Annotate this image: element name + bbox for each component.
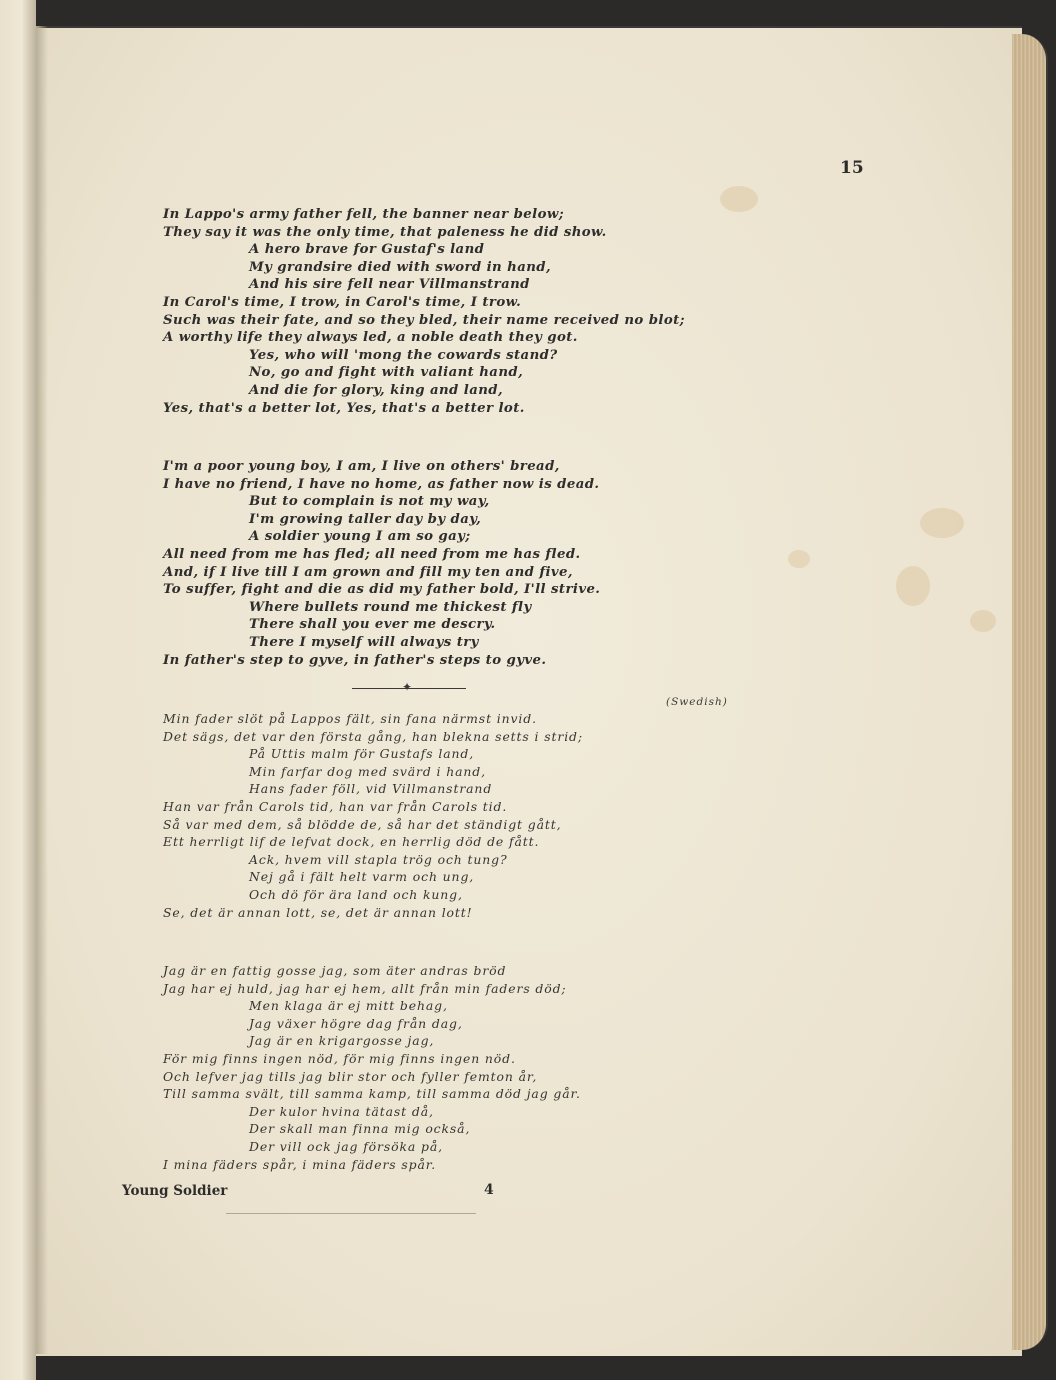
poem-line: In Carol's time, I trow, in Carol's time, I trow.: [163, 294, 522, 310]
stanza-swedish-1: [163, 710, 863, 921]
poem-line: All need from me has fled; all need from me has fled.: [163, 546, 581, 562]
poem-line: Men klaga är ej mitt behag,: [249, 998, 448, 1014]
poem-line: Yes, that's a better lot, Yes, that's a better lot.: [163, 400, 525, 416]
poem-line: Yes, who will 'mong the cowards stand?: [249, 347, 558, 363]
page-stack-edge: [1012, 34, 1048, 1350]
foxing-stain: [920, 508, 964, 538]
poem-line: A soldier young I am so gay;: [249, 529, 471, 545]
poem-line: Ett herrligt lif de lefvat dock, en herrlig död de fått.: [163, 834, 540, 850]
poem-line: Jag växer högre dag från dag,: [249, 1015, 463, 1031]
poem-line: Jag har ej huld, jag har ej hem, allt från min faders död;: [163, 980, 567, 996]
page-gutter-shadow: [36, 26, 48, 1354]
poem-line: Der vill ock jag försöka på,: [249, 1138, 443, 1154]
poem-line: Where bullets round me thickest fly: [249, 599, 532, 615]
footer-rule: [226, 1213, 476, 1214]
poem-line: Till samma svält, till samma kamp, till samma död jag går.: [163, 1086, 581, 1102]
page-number: 15: [840, 158, 864, 178]
poem-line: Min farfar dog med svärd i hand,: [249, 763, 486, 779]
poem-line: And die for glory, king and land,: [249, 382, 504, 398]
poem-line: A hero brave for Gustaf's land: [249, 242, 485, 258]
poem-line: In father's step to gyve, in father's steps to gyve.: [163, 652, 547, 668]
poem-line: There shall you ever me descry.: [249, 617, 496, 633]
poem-line: To suffer, fight and die as did my father bold, I'll strive.: [163, 582, 601, 598]
stanza-swedish-2: [163, 962, 863, 1173]
footer-number: 4: [484, 1182, 494, 1198]
poem-line: And, if I live till I am grown and fill my ten and five,: [163, 564, 573, 580]
divider-ornament-icon: ✦: [402, 680, 413, 694]
language-label: (Swedish): [666, 696, 728, 708]
poem-line: Det sägs, det var den första gång, han bleknа setts i strid;: [163, 728, 583, 744]
poem-line: I'm growing taller day by day,: [249, 511, 482, 527]
poem-line: I mina fäders spår, i mina fäders spår.: [163, 1156, 437, 1172]
poem-line: Se, det är annan lott, se, det är annan lott!: [163, 904, 473, 920]
poem-line: I'm a poor young boy, I am, I live on others' bread,: [163, 459, 560, 474]
poem-line: På Uttis malm för Gustafs land,: [249, 746, 475, 762]
poem-line: Jag är en fattig gosse jag, som äter andras bröd: [163, 963, 507, 978]
poem-line: A worthy life they always led, a noble death they got.: [163, 330, 578, 346]
poem-line: Så var med dem, så blödde de, så har det ständigt gått,: [163, 816, 562, 832]
poem-line: Min fader slöt på Lappos fält, sin fana närmst invid.: [163, 711, 537, 726]
poem-line: They say it was the only time, that paleness he did show.: [163, 224, 607, 240]
poem-line: Hans fader föll, vid Villmanstrand: [249, 781, 493, 797]
poem-line: No, go and fight with valiant hand,: [249, 365, 524, 381]
poem-line: I have no friend, I have no home, as father now is dead.: [163, 476, 600, 492]
poem-line: Och lefver jag tills jag blir stor och fyller femton år,: [163, 1068, 538, 1084]
poem-line: My grandsire died with sword in hand,: [249, 259, 552, 275]
stanza-english-2: [163, 458, 863, 669]
footer-title: Young Soldier: [122, 1183, 228, 1199]
poem-line: För mig finns ingen nöd, för mig finns ingen nöd.: [163, 1050, 516, 1066]
foxing-stain: [970, 610, 996, 632]
poem-line: And his sire fell near Villmanstrand: [249, 277, 530, 293]
poem-line: Der skall man finna mig också,: [249, 1121, 471, 1137]
stanza-english-1: [163, 206, 863, 417]
poem-line: Och dö för ära land och kung,: [249, 886, 463, 902]
poem-line: Such was their fate, and so they bled, their name received no blot;: [163, 312, 685, 328]
poem-line: Jag är en krigargosse jag,: [249, 1033, 435, 1049]
poem-line: Der kulor hvina tätast då,: [249, 1103, 434, 1119]
facing-page-edge: [0, 0, 36, 1380]
poem-line: Han var från Carols tid, han var från Carols tid.: [163, 798, 508, 814]
poem-line: Nej gå i fält helt varm och ung,: [249, 869, 475, 885]
poem-line: Ack, hvem vill stapla trög och tung?: [249, 851, 508, 867]
foxing-stain: [896, 566, 930, 606]
poem-line: But to complain is not my way,: [249, 494, 490, 510]
poem-line: There I myself will always try: [249, 634, 479, 650]
poem-line: In Lappo's army father fell, the banner near below;: [163, 207, 565, 222]
